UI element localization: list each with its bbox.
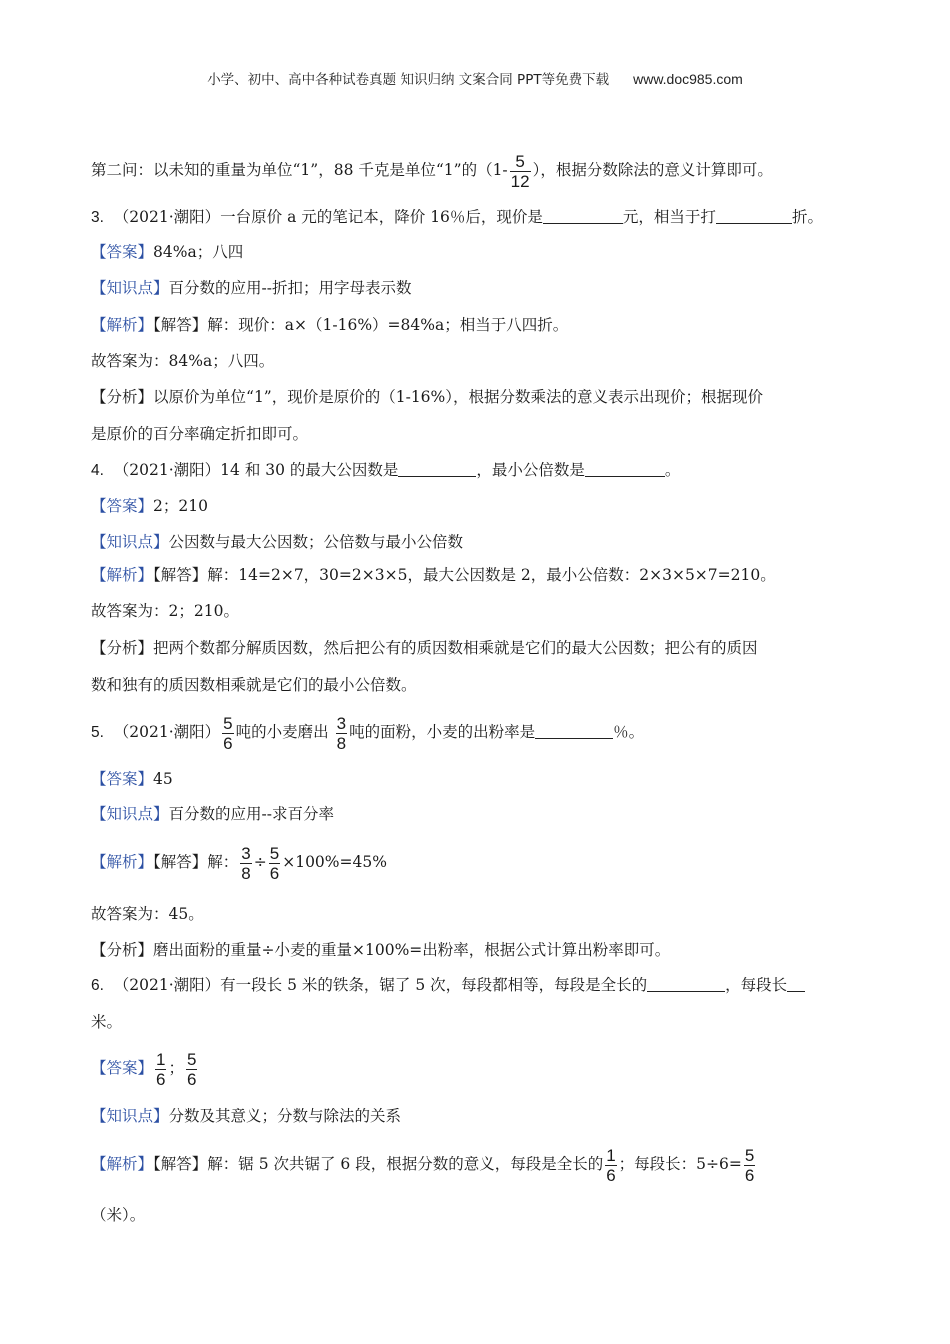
frac-numerator: 5 bbox=[744, 1145, 755, 1165]
q4-stem-a: 14 和 30 的最大公因数是 bbox=[220, 461, 399, 479]
answer-separator: ； bbox=[168, 1059, 184, 1077]
q4-solution bbox=[91, 563, 871, 587]
header-url[interactable]: www.doc985.com bbox=[633, 71, 743, 87]
solution-fraction bbox=[269, 844, 280, 883]
q6-stem-a: 有一段长 5 米的铁条，锯了 5 次，每段都相等，每段是全长的 bbox=[220, 976, 648, 994]
q6-answer bbox=[91, 1046, 871, 1090]
q5-stem bbox=[91, 710, 871, 755]
answer-blank bbox=[647, 975, 725, 992]
knowledge-tag: 【知识点】 bbox=[91, 1107, 169, 1125]
solution-fraction bbox=[240, 844, 251, 883]
q5-solution bbox=[91, 840, 871, 884]
page-header bbox=[0, 68, 950, 88]
q4-analysis-cont: 数和独有的质因数相乘就是它们的最小公倍数。 bbox=[91, 676, 417, 694]
q3-stem-a: 一台原价 a 元的笔记本，降价 16％后，现价是 bbox=[220, 208, 543, 226]
analysis-tag: 【分析】 bbox=[91, 639, 154, 657]
solution-fraction bbox=[605, 1146, 616, 1185]
solution-text: 【解答】解：现价：a×（1-16%）=84%a；相当于八四折。 bbox=[153, 316, 569, 334]
q6-solution-cont: （米）。 bbox=[91, 1206, 146, 1224]
q3-answer bbox=[91, 240, 871, 264]
question-number: 3. bbox=[91, 209, 104, 226]
frac-numerator: 1 bbox=[156, 1049, 166, 1069]
answer-fraction bbox=[155, 1050, 166, 1089]
q5-stem-a: 吨的小麦磨出 bbox=[235, 723, 329, 741]
q5-analysis bbox=[91, 938, 871, 962]
answer-blank bbox=[585, 460, 665, 477]
answer-tag: 【答案】 bbox=[91, 1059, 154, 1077]
answer-tag: 【答案】 bbox=[91, 497, 154, 515]
analysis-text: 磨出面粉的重量÷小麦的重量×100%=出粉率，根据公式计算出粉率即可。 bbox=[153, 941, 671, 959]
solution-tag: 【解析】 bbox=[91, 853, 154, 871]
answer-blank bbox=[543, 207, 623, 224]
frac-denominator: 6 bbox=[606, 1165, 616, 1185]
analysis-text: 把两个数都分解质因数，然后把公有的质因数相乘就是它们的最大公因数；把公有的质因 bbox=[153, 639, 758, 657]
q4-stem-b: ，最小公倍数是 bbox=[476, 461, 585, 479]
knowledge-text: 公因数与最大公因数；公倍数与最小公倍数 bbox=[168, 533, 464, 551]
frac-numerator: 3 bbox=[241, 843, 251, 863]
answer-blank bbox=[787, 975, 805, 992]
solution-text: 【解答】解：14=2×7，30=2×3×5，最大公因数是 2，最小公倍数：2×3×5×7=210。 bbox=[153, 566, 776, 584]
q5-answer bbox=[91, 767, 871, 791]
frac-denominator: 6 bbox=[187, 1069, 197, 1089]
q3-final: 故答案为：84%a；八四。 bbox=[91, 352, 275, 370]
q5-stem-c: ％。 bbox=[613, 723, 645, 741]
analysis-tag: 【分析】 bbox=[91, 941, 154, 959]
q6-stem-b: ，每段长 bbox=[725, 976, 788, 994]
q3-stem-c: 折。 bbox=[791, 208, 823, 226]
q5-final: 故答案为：45。 bbox=[91, 905, 204, 923]
analysis-tag: 【分析】 bbox=[91, 388, 154, 406]
frac-numerator: 5 bbox=[223, 713, 233, 733]
frac-denominator: 6 bbox=[223, 733, 233, 753]
solution-tag: 【解析】 bbox=[91, 1155, 154, 1173]
frac-numerator: 5 bbox=[515, 151, 525, 171]
knowledge-tag: 【知识点】 bbox=[91, 805, 169, 823]
knowledge-text: 百分数的应用--折扣；用字母表示数 bbox=[168, 279, 412, 297]
question-source: （2021·潮阳） bbox=[113, 976, 221, 994]
solution-text: 【解答】解： bbox=[153, 853, 239, 871]
answer-blank bbox=[398, 460, 476, 477]
answer-text: 45 bbox=[153, 770, 173, 788]
q5-fraction-wheat bbox=[222, 714, 233, 753]
answer-text: 2；210 bbox=[153, 497, 208, 515]
frac-denominator: 12 bbox=[510, 171, 530, 191]
frac-numerator: 5 bbox=[269, 843, 280, 863]
frac-denominator: 6 bbox=[156, 1069, 166, 1089]
answer-tag: 【答案】 bbox=[91, 770, 154, 788]
q4-stem bbox=[91, 458, 871, 483]
question-number: 4. bbox=[91, 462, 104, 479]
frac-numerator: 3 bbox=[336, 713, 347, 733]
frac-numerator: 1 bbox=[606, 1145, 616, 1165]
solution-text: 【解答】解：锯 5 次共锯了 6 段，根据分数的意义，每段是全长的 bbox=[153, 1155, 604, 1173]
frac-denominator: 8 bbox=[336, 733, 347, 753]
knowledge-tag: 【知识点】 bbox=[91, 279, 169, 297]
q2-fraction bbox=[510, 152, 531, 191]
answer-tag: 【答案】 bbox=[91, 243, 154, 261]
q6-stem-cont: 米。 bbox=[91, 1013, 123, 1031]
knowledge-text: 百分数的应用--求百分率 bbox=[168, 805, 334, 823]
q3-analysis-cont: 是原价的百分率确定折扣即可。 bbox=[91, 425, 309, 443]
frac-denominator: 6 bbox=[269, 863, 280, 883]
q3-solution bbox=[91, 313, 871, 337]
divide-sign: ÷ bbox=[253, 853, 267, 871]
question-number: 6. bbox=[91, 977, 104, 994]
q5-stem-b: 吨的面粉，小麦的出粉率是 bbox=[349, 723, 536, 741]
question-source: （2021·潮阳） bbox=[113, 208, 221, 226]
q6-solution bbox=[91, 1142, 871, 1186]
q2-text-a: 第二问：以未知的重量为单位“1”，88 千克是单位“1”的（1- bbox=[91, 161, 508, 179]
answer-blank bbox=[535, 722, 613, 739]
q6-stem bbox=[91, 973, 871, 998]
frac-numerator: 5 bbox=[187, 1049, 197, 1069]
frac-denominator: 6 bbox=[744, 1165, 755, 1185]
solution-text-b: ；每段长：5÷6= bbox=[618, 1155, 742, 1173]
q3-stem-b: 元，相当于打 bbox=[622, 208, 716, 226]
q3-knowledge-point bbox=[91, 276, 871, 300]
q4-knowledge-point bbox=[91, 530, 871, 554]
q2-analysis-tail bbox=[91, 150, 871, 191]
solution-tag: 【解析】 bbox=[91, 316, 154, 334]
q5-knowledge-point bbox=[91, 802, 871, 826]
answer-text: 84%a；八四 bbox=[153, 243, 244, 261]
question-source: （2021·潮阳） bbox=[113, 461, 221, 479]
solution-fraction bbox=[744, 1146, 755, 1185]
header-text: 小学、初中、高中各种试卷真题 知识归纳 文案合同 PPT等免费下载 bbox=[207, 72, 610, 88]
solution-tail: ×100%=45% bbox=[282, 853, 387, 871]
q3-stem bbox=[91, 205, 871, 230]
knowledge-tag: 【知识点】 bbox=[91, 533, 169, 551]
answer-fraction bbox=[186, 1050, 197, 1089]
analysis-text: 以原价为单位“1”，现价是原价的（1-16%），根据分数乘法的意义表示出现价；根据现价 bbox=[153, 388, 764, 406]
answer-blank bbox=[716, 207, 792, 224]
q4-final: 故答案为：2；210。 bbox=[91, 602, 239, 620]
q4-stem-c: 。 bbox=[664, 461, 681, 479]
knowledge-text: 分数及其意义；分数与除法的关系 bbox=[168, 1107, 402, 1125]
q5-fraction-flour bbox=[336, 714, 347, 753]
frac-denominator: 8 bbox=[241, 863, 251, 883]
q6-knowledge-point bbox=[91, 1104, 871, 1128]
q3-analysis bbox=[91, 385, 871, 409]
question-source: （2021·潮阳） bbox=[113, 723, 221, 741]
q2-text-b: ），根据分数除法的意义计算即可。 bbox=[532, 161, 773, 179]
q4-answer bbox=[91, 494, 871, 518]
solution-tag: 【解析】 bbox=[91, 566, 154, 584]
q4-analysis bbox=[91, 636, 871, 660]
question-number: 5. bbox=[91, 724, 104, 741]
